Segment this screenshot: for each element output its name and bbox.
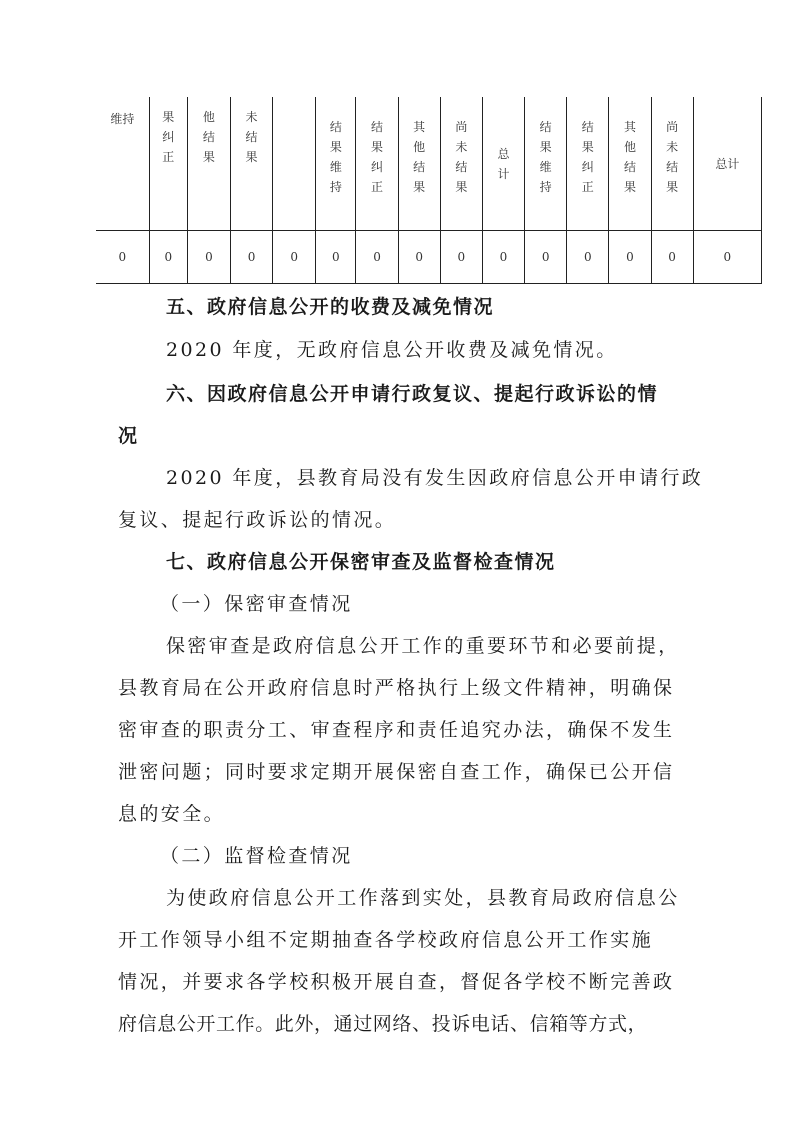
section-5-body: 2020 年度，无政府信息公开收费及减免情况。 [166, 339, 618, 361]
table-cell: 0 [609, 231, 651, 284]
header-cell: 果纠正 [149, 97, 187, 231]
header-cell [273, 97, 316, 231]
header-cell: 其他结果 [609, 97, 651, 231]
paragraph-line: 为使政府信息公开工作落到实处，县教育局政府信息公 [166, 887, 680, 909]
section-7-heading: 七、政府信息公开保密审查及监督检查情况 [166, 551, 556, 573]
table-cell: 0 [398, 231, 440, 284]
table-cell: 0 [316, 231, 356, 284]
header-cell: 尚未结果 [440, 97, 482, 231]
header-cell: 尚未结果 [651, 97, 693, 231]
paragraph-line: 密审查的职责分工、审查程序和责任追究办法，确保不发生 [118, 719, 675, 741]
header-cell: 结果纠正 [567, 97, 609, 231]
table-cell: 0 [440, 231, 482, 284]
paragraph-line: 开工作领导小组不定期抽查各学校政府信息公开工作实施 [118, 929, 654, 951]
paragraph-line: 情况，并要求各学校积极开展自查，督促各学校不断完善政 [118, 971, 675, 993]
subsection-1-heading: （一）保密审查情况 [160, 593, 353, 615]
header-cell: 未结果 [230, 97, 272, 231]
application-results-table [96, 97, 762, 284]
paragraph-line: 息的安全。 [118, 803, 226, 825]
table-header-row [96, 97, 762, 231]
section-6-heading-cont: 况 [118, 425, 139, 447]
paragraph-line: 府信息公开工作。此外，通过网络、投诉电话、信箱等方式， [118, 1013, 648, 1035]
table-cell: 0 [356, 231, 398, 284]
table-cell: 0 [230, 231, 272, 284]
table-cell: 0 [525, 231, 567, 284]
subsection-2-heading: （二）监督检查情况 [160, 845, 353, 867]
paragraph-line: 县教育局在公开政府信息时严格执行上级文件精神，明确保 [118, 677, 675, 699]
header-cell: 总计 [693, 97, 761, 231]
table-cell: 0 [96, 231, 149, 284]
header-cell: 结果维持 [316, 97, 356, 231]
table-cell: 0 [273, 231, 316, 284]
table-cell: 0 [567, 231, 609, 284]
header-cell: 他结果 [187, 97, 230, 231]
header-cell: 其他结果 [398, 97, 440, 231]
header-cell: 结果维持 [525, 97, 567, 231]
header-cell: 维持 [96, 97, 149, 231]
table-cell: 0 [187, 231, 230, 284]
section-6-body-cont: 复议、提起行政诉讼的情况。 [118, 509, 397, 531]
paragraph-line: 泄密问题；同时要求定期开展保密自查工作，确保已公开信 [118, 761, 675, 783]
header-cell: 总计 [482, 97, 524, 231]
header-cell: 结果纠正 [356, 97, 398, 231]
table-cell: 0 [651, 231, 693, 284]
section-5-heading: 五、政府信息公开的收费及减免情况 [166, 296, 495, 318]
table-cell: 0 [693, 231, 761, 284]
paragraph-line: 保密审查是政府信息公开工作的重要环节和必要前提， [166, 635, 680, 657]
section-6-heading: 六、因政府信息公开申请行政复议、提起行政诉讼的情 [166, 383, 659, 405]
table-cell: 0 [482, 231, 524, 284]
table-row [96, 231, 762, 284]
table-cell: 0 [149, 231, 187, 284]
section-6-body: 2020 年度，县教育局没有发生因政府信息公开申请行政 [166, 467, 704, 489]
